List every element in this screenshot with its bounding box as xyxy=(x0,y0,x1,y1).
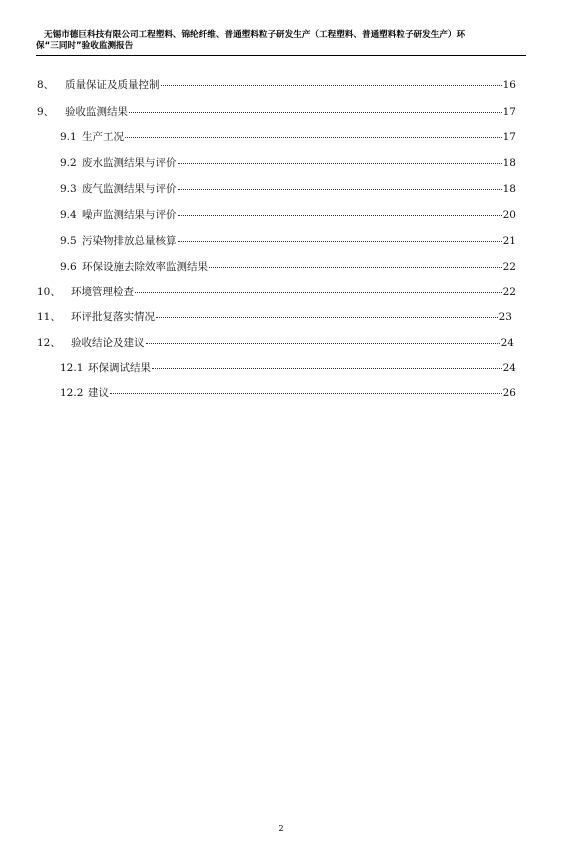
leader-dots xyxy=(152,358,502,369)
leader-dots xyxy=(110,383,502,394)
leader-dots xyxy=(125,127,502,138)
toc-entry[interactable] xyxy=(60,259,516,273)
toc-entry-title: 质量保证及质量控制 xyxy=(65,79,160,91)
toc-entry[interactable] xyxy=(37,77,516,91)
toc-entry[interactable] xyxy=(60,129,516,143)
toc-entry-page: 20 xyxy=(502,209,516,221)
toc-entry-number: 9.4 xyxy=(60,209,77,221)
toc-entry-number: 9.6 xyxy=(60,261,77,273)
toc-entry-page: 23 xyxy=(498,311,512,323)
toc-entry[interactable] xyxy=(60,181,516,195)
leader-dots xyxy=(178,231,502,242)
toc-entry[interactable] xyxy=(60,385,516,399)
leader-dots xyxy=(129,102,502,113)
toc-entry-page: 26 xyxy=(502,387,516,399)
toc-entry-title: 环境管理检查 xyxy=(71,286,134,298)
toc-entry[interactable] xyxy=(37,335,514,349)
toc-entry-number: 9.5 xyxy=(60,235,77,247)
toc-entry[interactable] xyxy=(37,104,516,118)
toc-entry-title: 废水监测结果与评价 xyxy=(82,157,177,169)
leader-dots xyxy=(178,179,502,190)
toc-entry-title: 噪声监测结果与评价 xyxy=(82,209,177,221)
toc-entry-number: 8、 xyxy=(37,79,55,91)
toc-entry-page: 17 xyxy=(502,106,516,118)
table-of-contents xyxy=(0,0,562,420)
page-number: 2 xyxy=(278,824,284,833)
toc-entry-title: 环保调试结果 xyxy=(88,362,151,374)
header-line-1: 无锡市德巨科技有限公司工程塑料、锦纶纤维、普通塑料粒子研发生产（工程塑料、普通塑料粒子研发生产）环 xyxy=(44,30,466,40)
toc-entry[interactable] xyxy=(60,155,516,169)
toc-entry-number: 10、 xyxy=(37,286,61,298)
toc-entry-title: 验收监测结果 xyxy=(65,106,128,118)
toc-entry-page: 24 xyxy=(500,337,514,349)
leader-dots xyxy=(135,282,502,293)
toc-entry-number: 9.2 xyxy=(60,157,77,169)
toc-entry-number: 12、 xyxy=(37,337,61,349)
toc-entry-number: 9.1 xyxy=(60,131,77,143)
toc-entry-number: 9、 xyxy=(37,106,55,118)
toc-entry-title: 环保设施去除效率监测结果 xyxy=(82,261,208,273)
toc-entry[interactable] xyxy=(60,233,516,247)
toc-entry-number: 11、 xyxy=(37,311,61,323)
toc-entry-title: 废气监测结果与评价 xyxy=(82,183,177,195)
leader-dots xyxy=(178,153,502,164)
toc-entry[interactable] xyxy=(60,360,516,374)
toc-entry[interactable] xyxy=(60,207,516,221)
toc-entry-title: 环评批复落实情况 xyxy=(71,311,155,323)
toc-entry-title: 建议 xyxy=(88,387,109,399)
toc-entry-title: 污染物排放总量核算 xyxy=(82,235,177,247)
toc-entry[interactable] xyxy=(37,284,516,298)
toc-entry-page: 18 xyxy=(502,157,516,169)
toc-entry[interactable] xyxy=(37,309,512,323)
leader-dots xyxy=(209,257,502,268)
leader-dots xyxy=(156,307,498,318)
toc-entry-number: 9.3 xyxy=(60,183,77,195)
leader-dots xyxy=(146,333,500,344)
toc-entry-number: 12.2 xyxy=(60,387,84,399)
toc-entry-number: 12.1 xyxy=(60,362,84,374)
toc-entry-page: 22 xyxy=(502,286,516,298)
toc-entry-page: 16 xyxy=(502,79,516,91)
leader-dots xyxy=(161,75,502,86)
toc-entry-title: 生产工况 xyxy=(82,131,124,143)
toc-entry-title: 验收结论及建议 xyxy=(71,337,145,349)
toc-entry-page: 17 xyxy=(502,131,516,143)
toc-entry-page: 22 xyxy=(502,261,516,273)
toc-entry-page: 24 xyxy=(502,362,516,374)
toc-entry-page: 18 xyxy=(502,183,516,195)
header-line-2: 保“三同时”验收监测报告 xyxy=(36,41,134,51)
toc-entry-page: 21 xyxy=(502,235,516,247)
leader-dots xyxy=(178,205,502,216)
